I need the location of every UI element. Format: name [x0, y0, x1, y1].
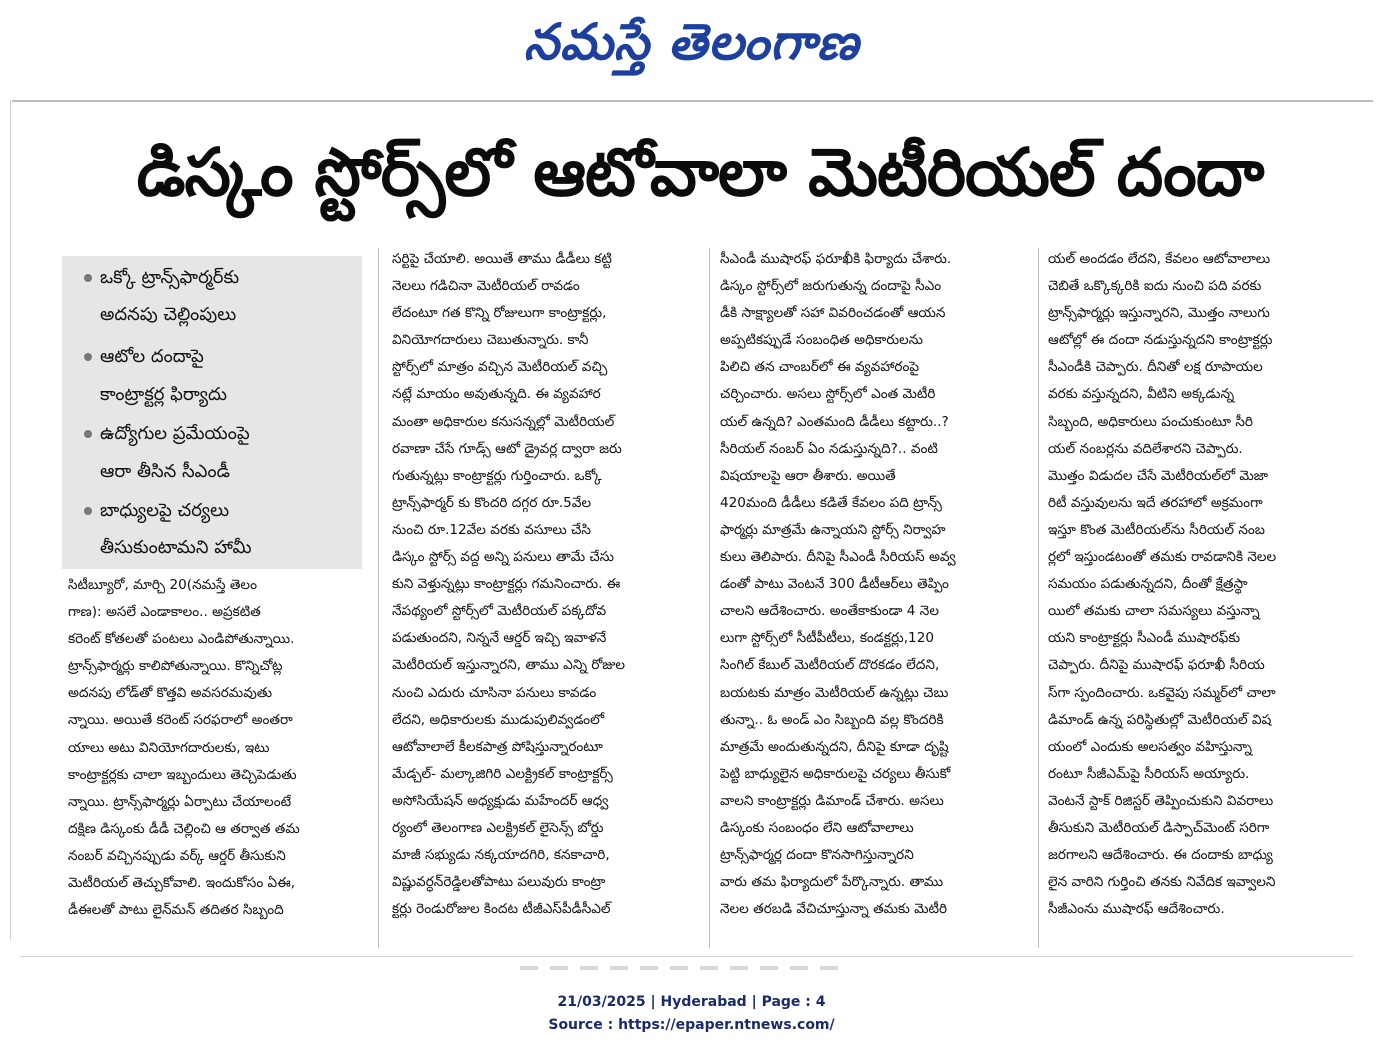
article-text-line: సిటీబ్యూరో, మార్చి 20(నమస్తే తెలం [68, 577, 257, 593]
article-text-line: చాలని ఆదేశించారు. అంతేకాకుండా 4 నెల [720, 603, 939, 620]
article-text-line: దక్షిణ డిస్కంకు డీడీ చెల్లించి ఆ తర్వాత తమ [68, 820, 300, 837]
article-text-line: లుగా స్టోర్స్‌లో సీటీపీటీలు, కండక్టర్లు,120 [720, 630, 934, 647]
article-column-4 [1048, 246, 1353, 923]
highlight-item-cont: అదనపు చెల్లింపులు [100, 304, 237, 325]
article-text-line: వినియోగదారులు చెబుతున్నారు. కానీ [392, 332, 589, 349]
article-text-line: సీఎండీ ముషారఫ్ ఫరూఖీకి ఫిర్యాదు చేశారు. [720, 251, 952, 267]
newspaper-masthead: నమస్తే తెలంగాణ [523, 12, 860, 71]
article-text-line: ఇస్తూ కొంత మెటీరియల్‌ను సీరియల్ నంబ [1048, 521, 1265, 538]
article-text-line: ట్రాన్స్‌ఫార్మర్లు కాలిపోతున్నాయి. కొన్నిచోట్ల [68, 658, 283, 675]
bullet-icon [84, 274, 92, 282]
bullet-icon [84, 353, 92, 361]
article-text-line: మేడ్చల్- మల్కాజిగిరి ఎలక్ట్రికల్ కాంట్రాక్టర్స్ [392, 765, 613, 782]
article-text-line: నట్లే మాయం అవుతున్నది. ఈ వ్యవహార [392, 386, 601, 403]
highlight-item-cont: కాంట్రాక్టర్ల ఫిర్యాదు [100, 384, 227, 405]
article-text-line: సీజీఎంను ముషారఫ్ ఆదేశించారు. [1048, 901, 1225, 918]
article-text-line: న్నాయి. ట్రాన్స్‌ఫార్మర్లు ఏర్పాటు చేయాలంటే [68, 793, 292, 810]
article-text-line: గాణ): అసలే ఎండాకాలం.. అప్రకటిత [68, 604, 261, 621]
article-text-line: ఆటోవాలాలే కీలకపాత్ర పోషిస్తున్నారంటూ [392, 738, 603, 755]
faint-next-article-strip [520, 966, 850, 970]
article-text-line: నెలల తరబడి వేచిచూస్తున్నా తమకు మెటీరి [720, 901, 948, 918]
article-text-line: సింగిల్ కేబుల్ మెటీరియల్ దొరకడం లేదని, [720, 657, 940, 674]
footer-source-link[interactable]: Source : https://epaper.ntnews.com/ [548, 1017, 835, 1033]
article-column-3 [720, 246, 1025, 923]
article-text-line: వరకు వస్తున్నదని, వీటిని అక్కడున్న [1048, 386, 1235, 403]
article-column-1 [68, 572, 365, 924]
article-text-line: బయటకు మాత్రం మెటీరియల్ ఉన్నట్లు చెబు [720, 684, 949, 701]
article-text-line: నుంచి ఎదురు చూసినా పనులు కావడం [392, 684, 597, 701]
article-text-line: చెప్పారు. దీనిపై ముషారఫ్ ఫరూఖీ సీరియ [1048, 657, 1265, 674]
article-text-line: సర్టిపై చేయాలి. అయితే తాము డీడీలు కట్టి [392, 251, 612, 267]
column-separator [709, 248, 710, 948]
article-text-line: కుని వెళ్తున్నట్లు కాంట్రాక్టర్లు గమనించారు. ఈ [392, 576, 621, 593]
article-text-line: డీకి సాక్ష్యాలతో సహా వివరించడంతో ఆయన [720, 305, 946, 322]
article-text-line: కులు తెలిపారు. దీనిపై సీఎండీ సీరియస్ అవ్వ [720, 549, 956, 566]
article-text-line: సీఎండీకి చెప్పారు. దీనితో లక్ష రూపాయల [1048, 359, 1263, 376]
article-text-line: కరెంట్ కోతలతో పంటలు ఎండిపోతున్నాయి. [68, 631, 295, 648]
article-column-2 [392, 246, 697, 923]
article-text-line: నెలలు గడిచినా మెటీరియల్ రావడం [392, 278, 580, 295]
article-text-line: యల్ నంబర్లను వదిలేశారని చెప్పారు. [1048, 440, 1243, 457]
article-text-line: ట్రాన్స్‌ఫార్మర్ కు కొందరి దగ్గర రూ.5వేల [392, 494, 592, 511]
article-text-line: డీఈలతో పాటు లైన్‌మన్ తదితర సిబ్బంది [68, 902, 284, 919]
article-text-line: లేదంటూ గత కొన్ని రోజులుగా కాంట్రాక్టర్లు, [392, 305, 607, 322]
highlight-item-cont: ఆరా తీసిన సీఎండీ [100, 461, 230, 482]
article-text-line: స్టోర్స్‌లో మాత్రం వచ్చిన మెటీరియల్ వచ్చి [392, 359, 608, 376]
article-text-line: లైన వారిని గుర్తించి తనకు నివేదిక ఇవ్వాలని [1048, 874, 1276, 891]
highlight-item: ఒక్కో ట్రాన్స్‌ఫార్మర్‌కు [84, 260, 239, 295]
article-text-line: మొత్తం విడుదల చేసే మెటీరియల్‌లో మెజా [1048, 467, 1269, 484]
article-text-line: డంతో పాటు వెంటనే 300 డీటీఆర్‌లు తెప్పిం [720, 576, 949, 593]
highlight-item: ఆటోల దందాపై [84, 339, 204, 374]
article-text-line: డిస్కం స్టోర్స్‌లో జరుగుతున్న దందాపై సీఎం [720, 278, 942, 295]
article-text-line: మెటీరియల్ ఇస్తున్నారని, తాము ఎన్ని రోజుల [392, 657, 626, 674]
article-text-line: అదనపు లోడ్‌తో కొత్తవి అవసరమవుతు [68, 685, 273, 702]
column-separator [378, 248, 379, 948]
bullet-icon [84, 507, 92, 515]
article-text-line: పడుతుందని, నిన్ననే ఆర్డర్ ఇచ్చి ఇవాళనే [392, 630, 607, 647]
article-text-line: లేదని, అధికారులకు ముడుపులివ్వడంలో [392, 711, 605, 728]
article-text-line: ఫార్మర్లు మాత్రమే ఉన్నాయని స్టోర్స్ నిర్వాహ [720, 521, 946, 538]
article-text-line: తీసుకుని మెటీరియల్ డిస్పాచ్‌మెంట్ సరిగా [1048, 819, 1270, 836]
article-text-line: నేపథ్యంలో స్టోర్స్‌లో మెటీరియల్ పక్కదోవ [392, 603, 607, 620]
article-text-line: ర్లలో ఇస్తుండటంతో తమకు రావడానికి నెలల [1048, 549, 1277, 566]
article-text-line: చర్చించారు. అసలు స్టోర్స్‌లో ఎంత మెటీరి [720, 386, 936, 403]
article-text-line: ట్రాన్స్‌ఫార్మర్ల దందా కొనసాగిస్తున్నారని [720, 847, 914, 864]
article-text-line: స్‌గా స్పందించారు. ఒకవైపు సమ్మర్‌లో చాలా [1048, 684, 1276, 701]
article-text-line: నుంచి రూ.12వేల వరకు వసూలు చేసి [392, 521, 591, 538]
article-text-line: వారు తమ ఫిర్యాదులో పేర్కొన్నారు. తాము [720, 874, 944, 891]
article-text-line: పిలిచి తన చాంబర్‌లో ఈ వ్యవహారంపై [720, 359, 920, 376]
article-text-line: మెటీరియల్ తెచ్చుకోవాలి. ఇందుకోసం ఏఈ, [68, 875, 296, 892]
article-text-line: జరగాలని ఆదేశించారు. ఈ దందాకు బాధ్యు [1048, 847, 1273, 864]
article-text-line: అసోసియేషన్ అధ్యక్షుడు మహేందర్ ఆధ్వ [392, 792, 609, 809]
article-text-line: డిమాండ్ ఉన్న పరిస్థితుల్లో మెటీరియల్ విష [1048, 711, 1272, 728]
article-text-line: న్నాయి. అయితే కరెంట్ సరఫరాలో అంతరా [68, 712, 293, 729]
highlight-item-cont: తీసుకుంటామని హామీ [100, 537, 252, 558]
page-left-edge [0, 100, 11, 940]
article-text-line: సీరియల్ నంబర్ ఏం నడుస్తున్నది?.. వంటి [720, 440, 938, 457]
bottom-divider [20, 956, 1353, 957]
article-text-line: మాత్రమే అందుతున్నదని, దీనిపై కూడా దృష్టి [720, 738, 949, 755]
article-text-line: క్టర్లు రెండురోజుల కిందట టీజీఎస్‌పీడీసీఎల్ [392, 901, 611, 918]
highlight-item: ఉద్యోగుల ప్రమేయంపై [84, 416, 250, 451]
bullet-icon [84, 430, 92, 438]
article-text-line: రవాణా చేసే గూడ్స్ ఆటో డ్రైవర్ల ద్వారా జరు [392, 440, 622, 457]
article-text-line: కాంట్రాక్టర్లకు చాలా ఇబ్బందులు తెచ్చిపెడుతు [68, 766, 297, 783]
article-text-line: విష్ణువర్ధన్‌రెడ్డిలతోపాటు పలువురు కాంట్రా [392, 874, 606, 891]
article-text-line: రంటూ సీజీఎమ్‌పై సీరియస్ అయ్యారు. [1048, 765, 1250, 782]
article-text-line: యాలు అటు వినియోగదారులకు, ఇటు [68, 739, 270, 756]
article-text-line: గుతున్నట్లు కాంట్రాక్టర్లు గుర్తించారు. ఒక్కో [392, 467, 602, 484]
highlights-box [62, 256, 362, 569]
article-text-line: నంబర్ వచ్చినప్పుడు వర్క్ ఆర్డర్ తీసుకుని [68, 847, 286, 864]
top-divider [12, 100, 1373, 102]
article-text-line: యంలో ఎందుకు అలసత్వం వహిస్తున్నా [1048, 738, 1252, 755]
article-text-line: రిటీ వస్తువులను ఇదే తరహాలో అక్రమంగా [1048, 494, 1263, 511]
article-text-line: డిస్కంకు సంబంధం లేని ఆటోవాలాలు [720, 819, 914, 836]
article-text-line: ఆటోల్లో ఈ దందా నడుస్తున్నదని కాంట్రాక్టర్లు [1048, 332, 1273, 349]
article-text-line: యల్ ఉన్నది? ఎంతమంది డీడీలు కట్టారు..? [720, 413, 949, 430]
article-headline: డిస్కం స్టోర్స్‌లో ఆటోవాలా మెటీరియల్ దందా [136, 134, 1264, 211]
article-text-line: పెట్టి బాధ్యులైన అధికారులపై చర్యలు తీసుకో [720, 765, 951, 782]
article-text-line: ర్యంలో తెలంగాణ ఎలక్ట్రికల్ లైసెన్స్ బోర్డు [392, 819, 604, 836]
article-text-line: తున్నా.. ఓ అండ్ ఎం సిబ్బంది వల్ల కొందరికి [720, 711, 944, 728]
article-text-line: వాలని కాంట్రాక్టర్లు డిమాండ్ చేశారు. అసలు [720, 792, 944, 809]
highlight-item: బాధ్యులపై చర్యలు [84, 493, 229, 528]
article-text-line: సమయం పడుతున్నదని, దీంతో క్షేత్రస్థా [1048, 576, 1248, 593]
article-text-line: యిలో తమకు చాలా సమస్యలు వస్తున్నా [1048, 603, 1260, 620]
article-text-line: డిస్కం స్టోర్స్ వద్ద అన్ని పనులు తామే చేసు [392, 549, 614, 566]
article-text-line: విషయాలపై ఆరా తీశారు. అయితే [720, 467, 896, 484]
article-text-line: అప్పటికప్పుడే సంబంధిత అధికారులను [720, 332, 923, 349]
footer-dateline: 21/03/2025 | Hyderabad | Page : 4 [557, 994, 826, 1010]
article-text-line: వెంటనే స్టాక్ రిజిస్టర్ తెప్పించుకుని వివరాలు [1048, 792, 1274, 809]
article-text-line: సిబ్బంది, అధికారులు పంచుకుంటూ సీరి [1048, 413, 1253, 430]
article-text-line: 420మంది డీడీలు కడితే కేవలం పది ట్రాన్స్ [720, 494, 942, 511]
article-text-line: యని కాంట్రాక్టర్లు సీఎండీ ముషారఫ్‌కు [1048, 630, 1241, 647]
article-text-line: చెబితే ఒక్కొక్కరికి ఐదు నుంచి పది వరకు [1048, 278, 1262, 295]
article-text-line: ట్రాన్స్‌ఫార్మర్లు ఇస్తున్నారని, మొత్తం నాలుగు [1048, 305, 1270, 322]
article-text-line: యల్ అందడం లేదని, కేవలం ఆటోవాలాలు [1048, 251, 1271, 267]
article-text-line: మంతా అధికారుల కనుసన్నల్లో మెటీరియల్ [392, 413, 615, 430]
article-text-line: మాజీ సభ్యుడు నక్కయాదగిరి, కనకాచారి, [392, 847, 610, 864]
column-separator [1038, 248, 1039, 948]
